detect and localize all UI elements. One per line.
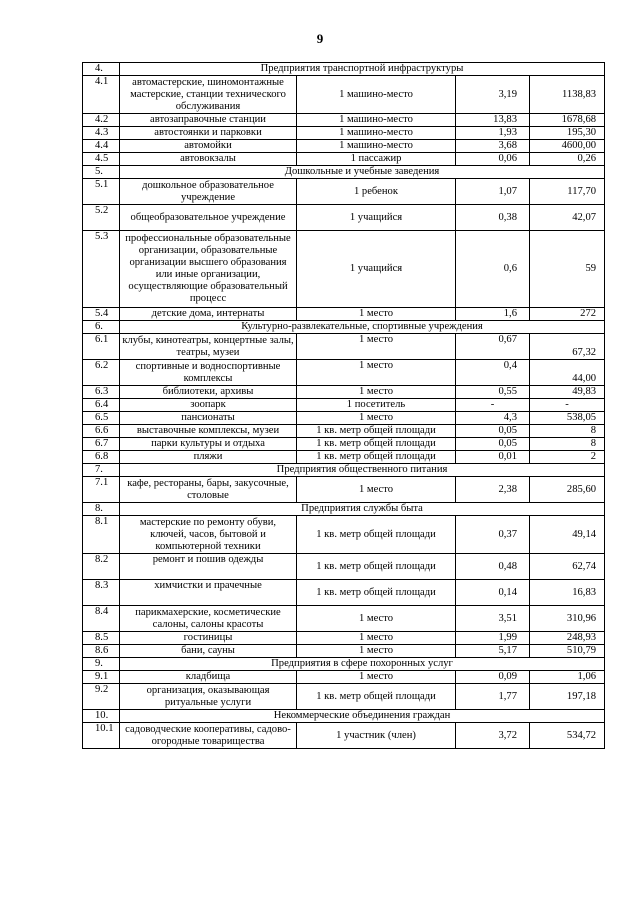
table-row bbox=[83, 231, 605, 308]
row-unit: 1 кв. метр общей площади bbox=[297, 425, 456, 438]
table-row bbox=[83, 412, 605, 425]
section-title: Предприятия транспортной инфраструктуры bbox=[120, 63, 605, 76]
row-number: 4.4 bbox=[83, 140, 120, 153]
row-name: садоводческие кооперативы, садово-огородные товарищества bbox=[120, 723, 297, 749]
row-number: 6.4 bbox=[83, 399, 120, 412]
row-unit: 1 место bbox=[297, 632, 456, 645]
table-row bbox=[83, 438, 605, 451]
row-name: автозаправочные станции bbox=[120, 114, 297, 127]
row-number: 4.5 bbox=[83, 153, 120, 166]
row-value: 0,48 bbox=[456, 554, 530, 580]
row-rate: 248,93 bbox=[530, 632, 605, 645]
row-rate: 4600,00 bbox=[530, 140, 605, 153]
row-number: 4.2 bbox=[83, 114, 120, 127]
row-rate: 1,06 bbox=[530, 671, 605, 684]
section-number: 4. bbox=[83, 63, 120, 76]
row-unit: 1 кв. метр общей площади bbox=[297, 554, 456, 580]
row-value: 5,17 bbox=[456, 645, 530, 658]
row-value: 0,67 bbox=[456, 334, 530, 360]
row-unit: 1 место bbox=[297, 360, 456, 386]
row-number: 5.3 bbox=[83, 231, 120, 308]
row-value: 13,83 bbox=[456, 114, 530, 127]
row-value: 0,4 bbox=[456, 360, 530, 386]
section-number: 6. bbox=[83, 321, 120, 334]
row-rate: 195,30 bbox=[530, 127, 605, 140]
row-rate: 67,32 bbox=[530, 334, 605, 360]
norms-table-body bbox=[83, 63, 605, 749]
row-value: 4,3 bbox=[456, 412, 530, 425]
row-number: 6.2 bbox=[83, 360, 120, 386]
row-number: 8.6 bbox=[83, 645, 120, 658]
row-number: 8.4 bbox=[83, 606, 120, 632]
table-row bbox=[83, 554, 605, 580]
row-rate: 310,96 bbox=[530, 606, 605, 632]
section-title: Предприятия в сфере похоронных услуг bbox=[120, 658, 605, 671]
row-number: 9.1 bbox=[83, 671, 120, 684]
row-rate: 0,26 bbox=[530, 153, 605, 166]
row-unit: 1 место bbox=[297, 671, 456, 684]
row-unit: 1 место bbox=[297, 386, 456, 399]
row-name: мастерские по ремонту обуви, ключей, часов, бытовой и компьютерной техники bbox=[120, 516, 297, 554]
row-unit: 1 место bbox=[297, 645, 456, 658]
table-row bbox=[83, 425, 605, 438]
section-title: Предприятия службы быта bbox=[120, 503, 605, 516]
table-row bbox=[83, 723, 605, 749]
section-number: 7. bbox=[83, 464, 120, 477]
row-number: 7.1 bbox=[83, 477, 120, 503]
row-value: 1,99 bbox=[456, 632, 530, 645]
row-unit: 1 ребенок bbox=[297, 179, 456, 205]
row-name: автостоянки и парковки bbox=[120, 127, 297, 140]
row-rate: 42,07 bbox=[530, 205, 605, 231]
row-name: клубы, кинотеатры, концертные залы, театры, музеи bbox=[120, 334, 297, 360]
row-rate: 16,83 bbox=[530, 580, 605, 606]
table-row bbox=[83, 308, 605, 321]
row-unit: 1 машино-место bbox=[297, 127, 456, 140]
row-number: 6.3 bbox=[83, 386, 120, 399]
section-number: 9. bbox=[83, 658, 120, 671]
table-row bbox=[83, 451, 605, 464]
row-value: 0,05 bbox=[456, 438, 530, 451]
row-name: пляжи bbox=[120, 451, 297, 464]
row-value: 0,06 bbox=[456, 153, 530, 166]
row-name: кладбища bbox=[120, 671, 297, 684]
table-row bbox=[83, 179, 605, 205]
row-name: парикмахерские, косметические салоны, салоны красоты bbox=[120, 606, 297, 632]
row-rate: 538,05 bbox=[530, 412, 605, 425]
row-number: 5.2 bbox=[83, 205, 120, 231]
section-row bbox=[83, 503, 605, 516]
row-name: детские дома, интернаты bbox=[120, 308, 297, 321]
row-name: спортивные и водноспортивные комплексы bbox=[120, 360, 297, 386]
row-rate: 62,74 bbox=[530, 554, 605, 580]
row-number: 6.6 bbox=[83, 425, 120, 438]
table-row bbox=[83, 386, 605, 399]
table-row bbox=[83, 516, 605, 554]
row-number: 6.5 bbox=[83, 412, 120, 425]
row-name: парки культуры и отдыха bbox=[120, 438, 297, 451]
row-number: 6.8 bbox=[83, 451, 120, 464]
table-row bbox=[83, 360, 605, 386]
row-rate: 49,14 bbox=[530, 516, 605, 554]
row-value: 3,51 bbox=[456, 606, 530, 632]
section-title: Культурно-развлекательные, спортивные учреждения bbox=[120, 321, 605, 334]
row-rate: 272 bbox=[530, 308, 605, 321]
row-name: общеобразовательное учреждение bbox=[120, 205, 297, 231]
table-row bbox=[83, 671, 605, 684]
row-value: 3,72 bbox=[456, 723, 530, 749]
section-row bbox=[83, 658, 605, 671]
table-row bbox=[83, 334, 605, 360]
row-name: пансионаты bbox=[120, 412, 297, 425]
row-rate: 1678,68 bbox=[530, 114, 605, 127]
row-unit: 1 учащийся bbox=[297, 205, 456, 231]
table-row bbox=[83, 399, 605, 412]
row-name: дошкольное образовательное учреждение bbox=[120, 179, 297, 205]
table-row bbox=[83, 153, 605, 166]
row-value: 0,38 bbox=[456, 205, 530, 231]
row-value: 0,55 bbox=[456, 386, 530, 399]
table-row bbox=[83, 684, 605, 710]
row-rate: 285,60 bbox=[530, 477, 605, 503]
row-unit: 1 кв. метр общей площади bbox=[297, 684, 456, 710]
section-number: 8. bbox=[83, 503, 120, 516]
row-value: 0,01 bbox=[456, 451, 530, 464]
row-unit: 1 пассажир bbox=[297, 153, 456, 166]
row-value: 0,09 bbox=[456, 671, 530, 684]
row-number: 5.4 bbox=[83, 308, 120, 321]
row-unit: 1 место bbox=[297, 477, 456, 503]
row-value: 0,05 bbox=[456, 425, 530, 438]
section-row bbox=[83, 710, 605, 723]
row-name: ремонт и пошив одежды bbox=[120, 554, 297, 580]
section-number: 10. bbox=[83, 710, 120, 723]
row-rate: 59 bbox=[530, 231, 605, 308]
table-row bbox=[83, 127, 605, 140]
row-name: кафе, рестораны, бары, закусочные, столовые bbox=[120, 477, 297, 503]
row-unit: 1 участник (член) bbox=[297, 723, 456, 749]
table-row bbox=[83, 580, 605, 606]
row-rate: 8 bbox=[530, 438, 605, 451]
row-name: зоопарк bbox=[120, 399, 297, 412]
section-row bbox=[83, 321, 605, 334]
row-number: 8.1 bbox=[83, 516, 120, 554]
table-row bbox=[83, 645, 605, 658]
norms-table bbox=[82, 62, 605, 749]
row-name: автомойки bbox=[120, 140, 297, 153]
row-unit: 1 кв. метр общей площади bbox=[297, 451, 456, 464]
row-unit: 1 кв. метр общей площади bbox=[297, 580, 456, 606]
row-rate: 49,83 bbox=[530, 386, 605, 399]
row-unit: 1 машино-место bbox=[297, 76, 456, 114]
row-number: 6.1 bbox=[83, 334, 120, 360]
row-value: 0,37 bbox=[456, 516, 530, 554]
row-value: 3,19 bbox=[456, 76, 530, 114]
page-number: 9 bbox=[316, 31, 324, 46]
row-unit: 1 кв. метр общей площади bbox=[297, 438, 456, 451]
row-unit: 1 машино-место bbox=[297, 140, 456, 153]
row-value: 1,6 bbox=[456, 308, 530, 321]
row-unit: 1 машино-место bbox=[297, 114, 456, 127]
row-value: 3,68 bbox=[456, 140, 530, 153]
row-number: 10.1 bbox=[83, 723, 120, 749]
row-value: 2,38 bbox=[456, 477, 530, 503]
row-name: автомастерские, шиномонтажные мастерские, станции технического обслуживания bbox=[120, 76, 297, 114]
section-row bbox=[83, 166, 605, 179]
row-value: 0,6 bbox=[456, 231, 530, 308]
row-unit: 1 кв. метр общей площади bbox=[297, 516, 456, 554]
table-row bbox=[83, 632, 605, 645]
row-rate: 1138,83 bbox=[530, 76, 605, 114]
table-row bbox=[83, 205, 605, 231]
row-value: 0,14 bbox=[456, 580, 530, 606]
section-number: 5. bbox=[83, 166, 120, 179]
row-rate: 510,79 bbox=[530, 645, 605, 658]
row-number: 8.2 bbox=[83, 554, 120, 580]
row-unit: 1 учащийся bbox=[297, 231, 456, 308]
row-name: организация, оказывающая ритуальные услуги bbox=[120, 684, 297, 710]
table-row bbox=[83, 606, 605, 632]
row-number: 8.5 bbox=[83, 632, 120, 645]
row-unit: 1 место bbox=[297, 334, 456, 360]
row-rate: - bbox=[530, 399, 605, 412]
table-row bbox=[83, 477, 605, 503]
row-value: - bbox=[456, 399, 530, 412]
row-name: гостиницы bbox=[120, 632, 297, 645]
row-unit: 1 место bbox=[297, 606, 456, 632]
row-name: автовокзалы bbox=[120, 153, 297, 166]
table-row bbox=[83, 140, 605, 153]
row-name: профессиональные образовательные организации, образовательные организации высшего образования или иные организации, осуществляющие образовательный процесс bbox=[120, 231, 297, 308]
row-rate: 197,18 bbox=[530, 684, 605, 710]
row-number: 4.3 bbox=[83, 127, 120, 140]
table-row bbox=[83, 76, 605, 114]
row-name: выставочные комплексы, музеи bbox=[120, 425, 297, 438]
row-value: 1,93 bbox=[456, 127, 530, 140]
row-number: 5.1 bbox=[83, 179, 120, 205]
section-title: Дошкольные и учебные заведения bbox=[120, 166, 605, 179]
section-row bbox=[83, 63, 605, 76]
row-value: 1,07 bbox=[456, 179, 530, 205]
row-number: 4.1 bbox=[83, 76, 120, 114]
row-rate: 44,00 bbox=[530, 360, 605, 386]
row-number: 6.7 bbox=[83, 438, 120, 451]
section-title: Предприятия общественного питания bbox=[120, 464, 605, 477]
row-name: химчистки и прачечные bbox=[120, 580, 297, 606]
row-name: бани, сауны bbox=[120, 645, 297, 658]
table-row bbox=[83, 114, 605, 127]
row-unit: 1 посетитель bbox=[297, 399, 456, 412]
row-rate: 534,72 bbox=[530, 723, 605, 749]
row-rate: 2 bbox=[530, 451, 605, 464]
row-rate: 117,70 bbox=[530, 179, 605, 205]
row-number: 8.3 bbox=[83, 580, 120, 606]
section-title: Некоммерческие объединения граждан bbox=[120, 710, 605, 723]
row-number: 9.2 bbox=[83, 684, 120, 710]
section-row bbox=[83, 464, 605, 477]
row-value: 1,77 bbox=[456, 684, 530, 710]
row-name: библиотеки, архивы bbox=[120, 386, 297, 399]
row-unit: 1 место bbox=[297, 412, 456, 425]
row-unit: 1 место bbox=[297, 308, 456, 321]
row-rate: 8 bbox=[530, 425, 605, 438]
